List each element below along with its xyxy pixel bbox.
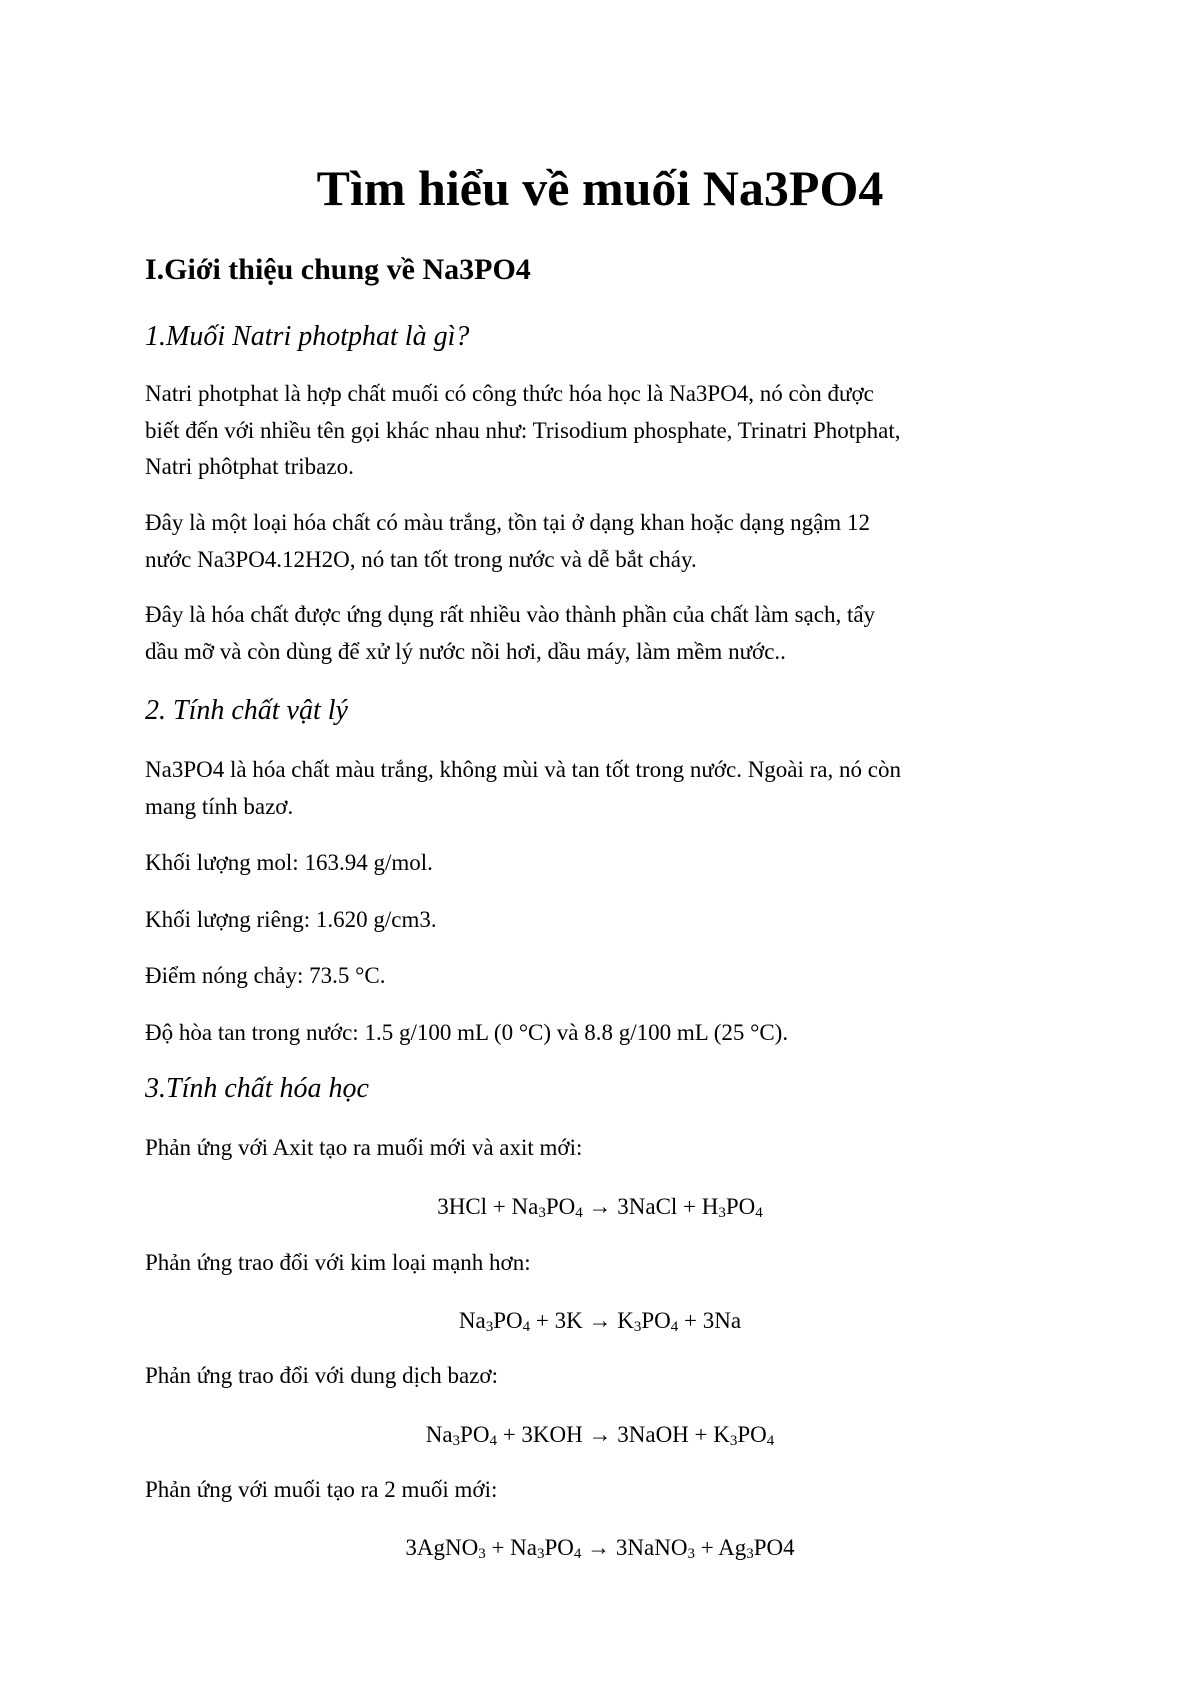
text-line: Đây là hóa chất được ứng dụng rất nhiều vào thành phần của chất làm sạch, tẩy <box>145 602 876 627</box>
text-line: Natri phôtphat tribazo. <box>145 454 354 479</box>
equation-acid: $3HCl + Na_3PO_4$ → 3NaCl + $H_3PO_4$ <box>437 1194 763 1221</box>
equation-base: $Na_3PO_4 + 3KOH$ → 3NaOH + $K_3PO_4$ <box>425 1422 775 1449</box>
melting-point: Điểm nóng chảy: 73.5 °C. <box>145 963 386 988</box>
section-heading-intro: I.Giới thiệu chung về Na3PO4 <box>145 253 531 286</box>
molar-mass: Khối lượng mol: 163.94 g/mol. <box>145 850 433 875</box>
text-line: biết đến với nhiều tên gọi khác nhau như: Trisodium phosphate, Trinatri Photphat, <box>145 417 901 443</box>
equation-salt: 3AgNO$_3$ + $Na_3PO_4$ → 3NaNO$_3$ + $Ag_3PO4$ <box>405 1535 795 1562</box>
reaction-base-text: Phản ứng trao đổi với dung dịch bazơ: <box>145 1363 498 1388</box>
subheading-chemical-properties: 3.Tính chất hóa học <box>145 1073 369 1104</box>
text-line: Natri photphat là hợp chất muối có công thức hóa học là Na3PO4, nó còn được <box>145 381 874 406</box>
subheading-what-is: 1.Muối Natri photphat là gì? <box>145 321 470 352</box>
reaction-salt-text: Phản ứng với muối tạo ra 2 muối mới: <box>145 1477 498 1502</box>
solubility: Độ hòa tan trong nước: 1.5 g/100 mL (0 °C) và 8.8 g/100 mL (25 °C). <box>145 1020 789 1045</box>
page-title: Tìm hiểu về muối Na3PO4 <box>316 160 884 216</box>
subheading-physical-properties: 2. Tính chất vật lý <box>145 695 348 726</box>
reaction-metal-text: Phản ứng trao đổi với kim loại mạnh hơn: <box>145 1250 531 1275</box>
density: Khối lượng riêng: 1.620 g/cm3. <box>145 907 437 932</box>
text-line: mang tính bazơ. <box>145 793 294 819</box>
paragraph-definition <box>145 376 1065 486</box>
text-line: nước Na3PO4.12H2O, nó tan tốt trong nước và dễ bắt cháy. <box>145 546 697 572</box>
text-line: Na3PO4 là hóa chất màu trắng, không mùi và tan tốt trong nước. Ngoài ra, nó còn <box>145 757 901 782</box>
text-line: Đây là một loại hóa chất có màu trắng, tồn tại ở dạng khan hoặc dạng ngậm 12 <box>145 510 870 535</box>
equation-metal: $Na_3PO_4 + 3K \to K_3PO_4 + 3Na$ <box>458 1308 742 1335</box>
paragraph-applications <box>145 597 1065 670</box>
text-line: dầu mỡ và còn dùng để xử lý nước nồi hơi, dầu máy, làm mềm nước.. <box>145 638 786 664</box>
reaction-acid-text: Phản ứng với Axit tạo ra muối mới và axit mới: <box>145 1135 583 1160</box>
paragraph-appearance <box>145 505 1065 578</box>
paragraph-physical <box>145 752 1065 825</box>
